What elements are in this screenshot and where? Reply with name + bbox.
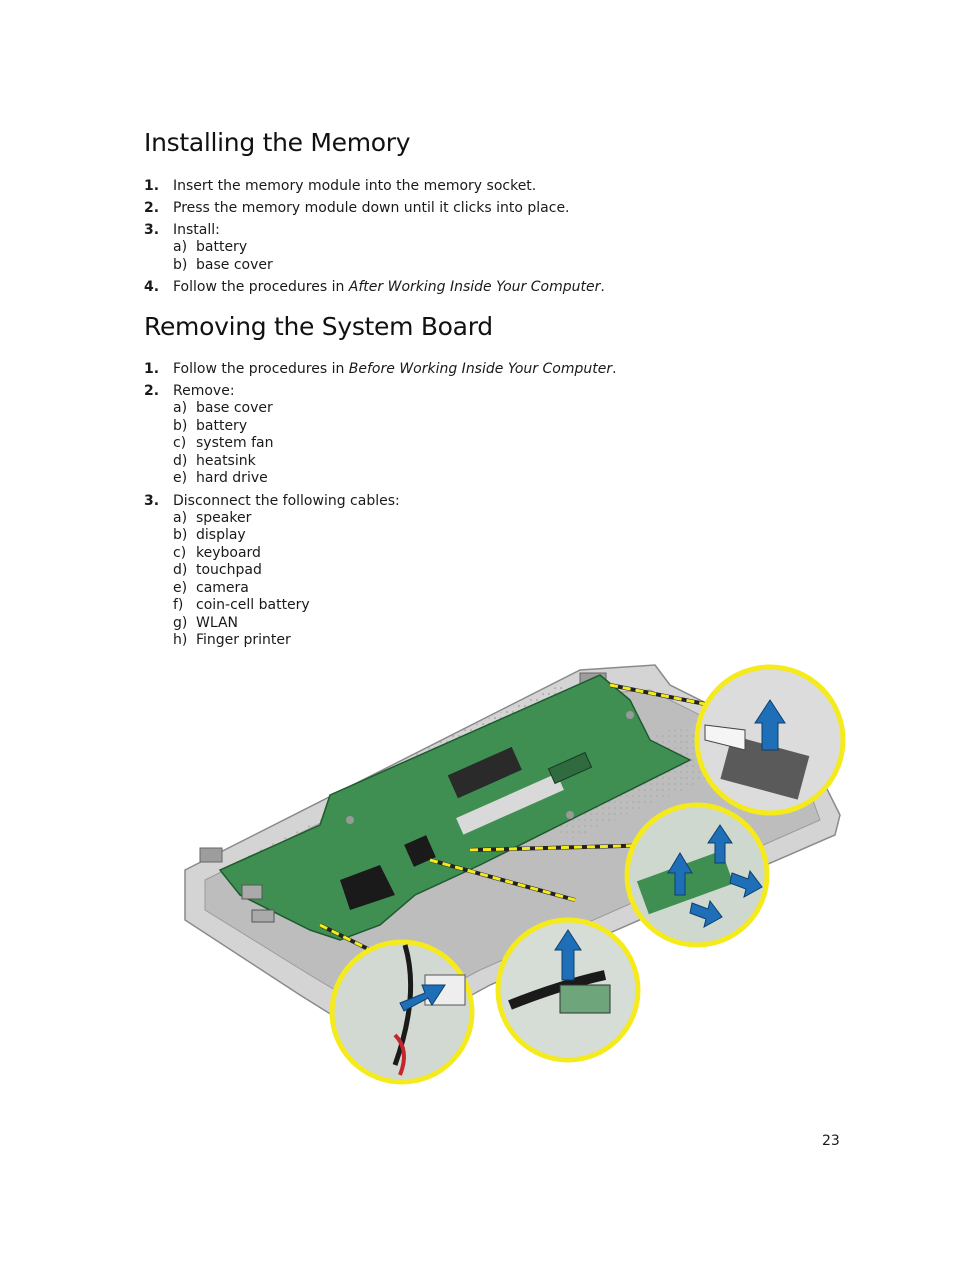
substep-item xyxy=(173,545,617,563)
substep-item xyxy=(173,418,617,436)
step-text: Install: xyxy=(173,222,220,238)
substep-letter: f) xyxy=(173,597,184,613)
hinge-icon xyxy=(200,848,222,862)
substep-letter: a) xyxy=(173,239,188,255)
substep-item xyxy=(173,597,617,615)
step-text: Remove: xyxy=(173,383,235,399)
substep-text: touchpad xyxy=(196,562,262,578)
substeps-list xyxy=(173,400,617,488)
substep-letter: b) xyxy=(173,527,188,543)
step-item xyxy=(144,177,605,195)
callout-camera-connector xyxy=(498,920,638,1060)
step-number: 3. xyxy=(144,222,160,238)
cross-reference-link[interactable]: After Working Inside Your Computer xyxy=(348,279,601,295)
callout-ribbon-connectors xyxy=(627,805,767,945)
callout-display-connector xyxy=(697,667,843,813)
substep-text: base cover xyxy=(196,256,273,273)
substeps-list xyxy=(173,239,605,274)
substep-item xyxy=(173,470,617,488)
substep-text: coin-cell battery xyxy=(196,597,310,613)
substep-item xyxy=(173,562,617,580)
substep-letter: c) xyxy=(173,544,187,561)
substep-item xyxy=(173,400,617,418)
substep-text: WLAN xyxy=(196,614,239,631)
step-item xyxy=(144,382,617,488)
substep-text: battery xyxy=(196,417,248,434)
step-number: 2. xyxy=(144,200,160,216)
substep-item xyxy=(173,527,617,545)
step-item xyxy=(144,492,617,650)
substep-text: system fan xyxy=(196,435,274,451)
step-text: Insert the memory module into the memory socket. xyxy=(173,178,537,194)
cross-reference-link[interactable]: Before Working Inside Your Computer xyxy=(348,361,613,377)
substep-item xyxy=(173,632,617,650)
system-board-illustration xyxy=(180,655,850,1087)
step-text: Press the memory module down until it clicks into place. xyxy=(173,200,570,216)
substep-letter: b) xyxy=(173,256,188,273)
substep-text: Finger printer xyxy=(196,632,291,648)
substep-letter: g) xyxy=(173,614,188,631)
substep-text: hard drive xyxy=(196,470,268,486)
page-number: 23 xyxy=(822,1133,840,1149)
substep-item xyxy=(173,435,617,453)
substep-letter: h) xyxy=(173,632,188,648)
substep-item xyxy=(173,239,605,257)
substeps-list xyxy=(173,510,617,650)
step-number: 2. xyxy=(144,383,160,399)
step-number: 1. xyxy=(144,178,160,194)
substep-item xyxy=(173,615,617,633)
substep-letter: a) xyxy=(173,400,188,416)
substep-text: heatsink xyxy=(196,452,256,469)
substep-letter: d) xyxy=(173,452,188,469)
step-item xyxy=(144,199,605,217)
step-text-tail: . xyxy=(600,279,605,295)
substep-item xyxy=(173,453,617,471)
step-number: 1. xyxy=(144,361,160,377)
system-board-steps-list xyxy=(144,360,617,654)
step-text: Follow the procedures in xyxy=(173,361,349,377)
substep-letter: e) xyxy=(173,579,188,596)
callout-speaker-connector xyxy=(332,942,472,1082)
step-number: 4. xyxy=(144,279,160,295)
step-text: Disconnect the following cables: xyxy=(173,492,400,509)
memory-steps-list xyxy=(144,177,605,300)
substep-letter: a) xyxy=(173,509,188,526)
substep-text: speaker xyxy=(196,509,252,526)
substep-text: battery xyxy=(196,239,248,255)
substep-letter: e) xyxy=(173,470,188,486)
substep-item xyxy=(173,257,605,275)
section-title-installing-memory: Installing the Memory xyxy=(144,128,411,157)
substep-letter: c) xyxy=(173,435,187,451)
substep-letter: d) xyxy=(173,562,188,578)
substep-item xyxy=(173,580,617,598)
step-item xyxy=(144,278,605,296)
substep-text: camera xyxy=(196,579,249,596)
step-number: 3. xyxy=(144,492,160,509)
step-item xyxy=(144,360,617,378)
section-title-removing-system-board: Removing the System Board xyxy=(144,312,493,341)
step-text-tail: . xyxy=(612,361,617,377)
step-item xyxy=(144,221,605,274)
substep-text: keyboard xyxy=(196,544,261,561)
substep-text: base cover xyxy=(196,400,273,416)
substep-letter: b) xyxy=(173,417,188,434)
substep-item xyxy=(173,510,617,528)
step-text: Follow the procedures in xyxy=(173,279,349,295)
substep-text: display xyxy=(196,527,246,543)
